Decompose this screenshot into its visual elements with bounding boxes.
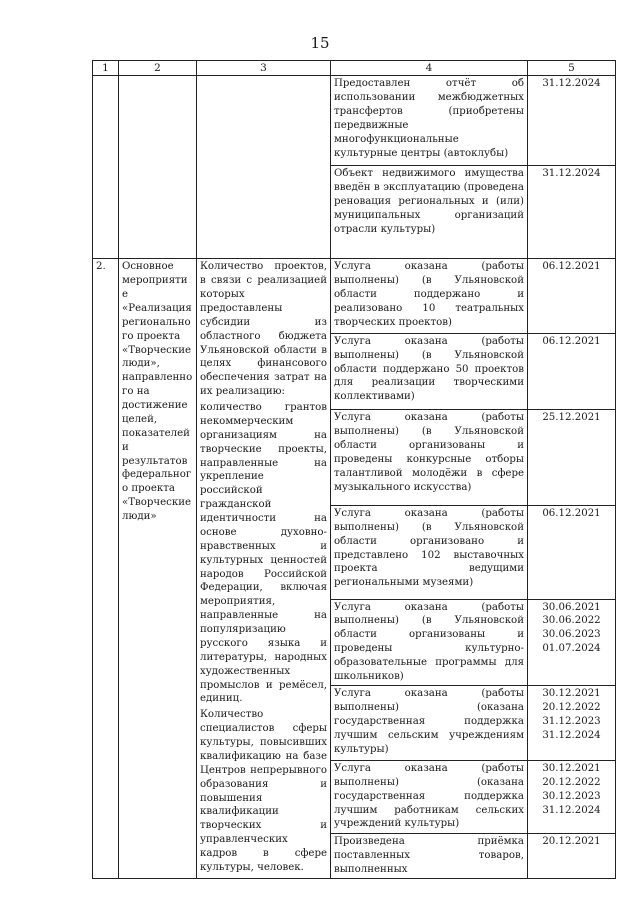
indicator-cell — [197, 259, 331, 879]
result-cell: Услуга оказана (работы выполнены) (в Ульяновской области организованы и проведены культурно-образовательные программы для школьников) — [331, 599, 528, 686]
column-header-4: 4 — [331, 61, 528, 76]
column-header-2: 2 — [119, 61, 197, 76]
result-cell: Объект недвижимого имущества введён в эксплуатацию (проведена реновация региональных и (или) муниципальных организаций отрасли культуры) — [331, 166, 528, 259]
date-value: 30.12.2021 — [542, 688, 601, 700]
date-value: 20.12.2021 — [542, 835, 601, 847]
plan-table — [92, 60, 616, 879]
date-cell — [528, 410, 616, 506]
date-value: 31.12.2024 — [542, 78, 601, 90]
date-cell — [528, 333, 616, 410]
column-header-3: 3 — [197, 61, 331, 76]
date-value: 06.12.2021 — [542, 261, 601, 273]
result-cell: Услуга оказана (работы выполнены) (в Ульяновской области поддержано и реализовано 10 театральных творческих проектов) — [331, 259, 528, 334]
result-cell: Произведена приёмка поставленных товаров, выполненных — [331, 833, 528, 878]
date-value: 06.12.2021 — [542, 335, 601, 347]
activity-name: Основное мероприятие «Реализация регионального проекта «Творческие люди», направленного на достижение целей, показателей и результатов федерального проекта «Творческие люди» — [119, 259, 197, 879]
date-value: 30.06.2023 — [542, 629, 601, 641]
table-row — [93, 76, 616, 166]
column-header-1: 1 — [93, 61, 119, 76]
table-row — [93, 259, 616, 334]
result-cell: Услуга оказана (работы выполнены) (оказана государственная поддержка лучшим сельским учреждениям культуры) — [331, 686, 528, 761]
number-cell-empty — [93, 76, 119, 259]
indicator-text: Количество проектов, в связи с реализацией которых предоставлены субсидии из областного бюджета Ульяновской области в целях финансового обеспечения затрат на их реализацию: — [200, 261, 327, 398]
date-value: 01.07.2024 — [542, 643, 601, 655]
date-cell — [528, 599, 616, 686]
date-value: 31.12.2024 — [542, 804, 601, 816]
indicator-text: Количество специалистов сферы культуры, повысивших квалификацию на базе Центров непрерывного образования и повышения квалификации творческих и управленческих кадров в сфере культуры, человек. — [200, 709, 327, 873]
date-cell — [528, 166, 616, 259]
item-number: 2. — [93, 259, 119, 879]
result-cell: Предоставлен отчёт об использовании межбюджетных трансфертов (приобретены передвижные многофункциональные культурные центры (автоклубы) — [331, 76, 528, 166]
page-number: 15 — [310, 34, 330, 52]
date-cell — [528, 686, 616, 761]
date-cell — [528, 76, 616, 166]
date-value: 30.06.2022 — [542, 615, 601, 627]
indicator-text: количество грантов некоммерческим организациям на творческие проекты, направленные на укрепление российской гражданской идентичности на основе духовно-нравственных и культурных ценностей народов Российской Федерации, включая мероприятия, направленные на популяризацию русского языка и литературы, народных художественных промыслов и ремёсел, единиц. — [200, 402, 327, 705]
date-value: 20.12.2022 — [542, 776, 601, 788]
column-header-5: 5 — [528, 61, 616, 76]
result-cell: Услуга оказана (работы выполнены) (в Ульяновской области организованы и проведены конкурсные отборы талантливой молодёжи в сфере музыкального искусства) — [331, 410, 528, 506]
date-cell — [528, 833, 616, 878]
result-cell: Услуга оказана (работы выполнены) (оказана государственная поддержка лучшим работникам сельских учреждений культуры) — [331, 760, 528, 833]
result-cell: Услуга оказана (работы выполнены) (в Ульяновской области поддержано 50 проектов для реализации творческими коллективами) — [331, 333, 528, 410]
date-cell — [528, 505, 616, 599]
date-value: 31.12.2024 — [542, 730, 601, 742]
date-value: 30.12.2021 — [542, 762, 601, 774]
date-value: 30.12.2023 — [542, 790, 601, 802]
date-value: 20.12.2022 — [542, 702, 601, 714]
date-value: 31.12.2023 — [542, 716, 601, 728]
indicator-cell-empty — [197, 76, 331, 259]
result-cell: Услуга оказана (работы выполнены) (в Ульяновской области организовано и представлено 102 выставочных проекта ведущими региональными музеями) — [331, 505, 528, 599]
date-cell — [528, 259, 616, 334]
name-cell-empty — [119, 76, 197, 259]
date-value: 30.06.2021 — [542, 601, 601, 613]
date-value: 06.12.2021 — [542, 507, 601, 519]
header-row — [93, 61, 616, 76]
date-value: 25.12.2021 — [542, 412, 601, 424]
date-cell — [528, 760, 616, 833]
date-value: 31.12.2024 — [542, 168, 601, 180]
